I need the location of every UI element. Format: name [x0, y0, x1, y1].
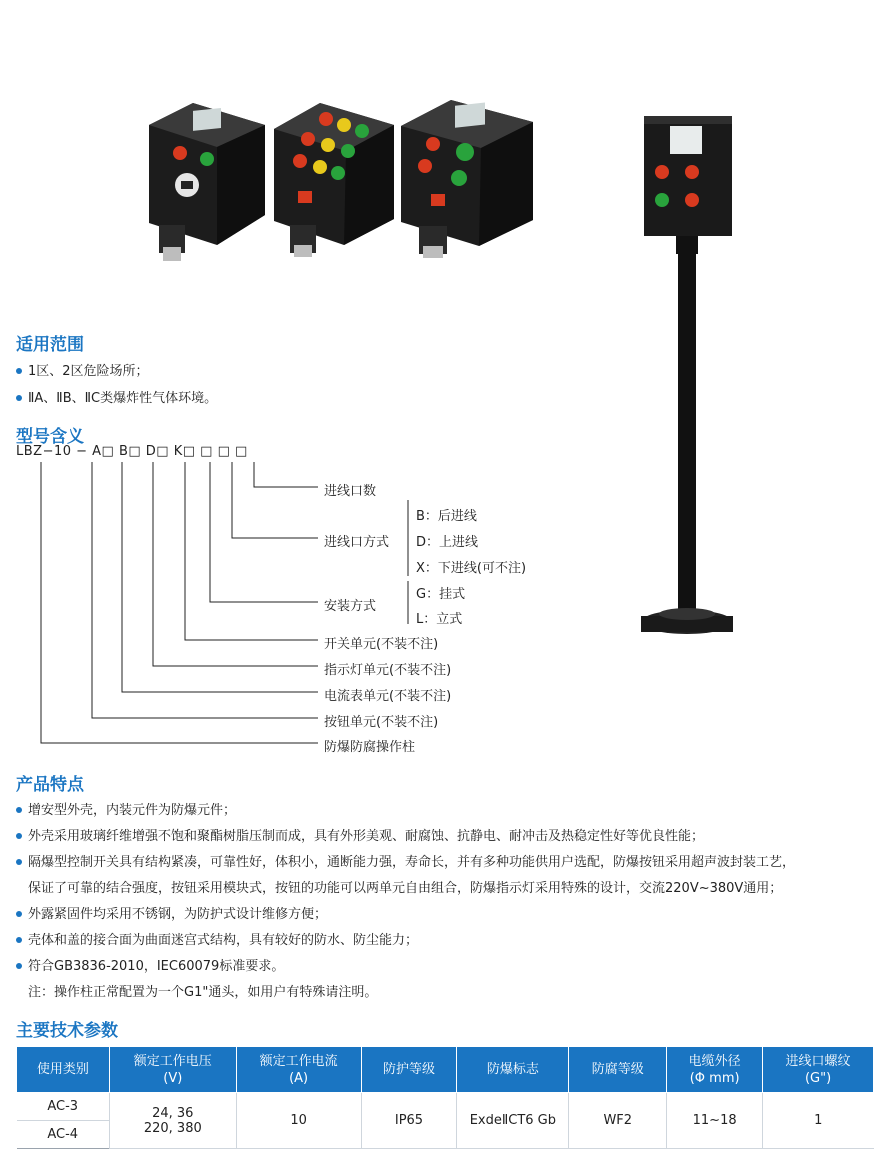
cell-cable: 11~18 [667, 1093, 763, 1149]
cell-current: 10 [236, 1093, 361, 1149]
cell-category: AC-3 [17, 1093, 110, 1121]
feature-item: 符合GB3836-2010，IEC60079标准要求。 [16, 955, 284, 974]
label-inlet-b: B：后进线 [416, 509, 477, 524]
col-header-ex-mark: 防爆标志 [457, 1047, 569, 1093]
scope-item: ⅡA、ⅡB、ⅡC类爆炸性气体环境。 [16, 387, 217, 406]
bullet-icon [16, 963, 22, 969]
table-row [17, 1093, 874, 1121]
label-inlet-mode: 进线口方式 [324, 535, 390, 550]
bullet-icon [16, 859, 22, 865]
model-title: 型号含义 [16, 427, 84, 447]
cell-anticorrosion: WF2 [569, 1093, 667, 1149]
feature-note: 注：操作柱正常配置为一个G1"通头，如用户有特殊请注明。 [28, 985, 378, 1000]
model-code: LBZ−10 − A□ B□ D□ K□ □ □ □ [16, 444, 248, 459]
model-connector-lines [0, 442, 600, 762]
feature-item: 壳体和盖的接合面为曲面迷宫式结构，具有较好的防水、防尘能力； [16, 929, 418, 948]
feature-item: 增安型外壳，内装元件为防爆元件； [16, 799, 236, 818]
bullet-icon [16, 368, 22, 374]
control-box-2-image [268, 95, 408, 265]
operation-column-image [636, 110, 740, 650]
cell-protection: IP65 [361, 1093, 457, 1149]
feature-item: 外露紧固件均采用不锈钢，为防护式设计维修方便； [16, 903, 327, 922]
col-header-current: 额定工作电流 (A) [236, 1047, 361, 1093]
label-inlet-x: X：下进线(可不注) [416, 561, 527, 576]
cell-thread: 1 [763, 1093, 874, 1149]
bullet-icon [16, 937, 22, 943]
label-switch: 开关单元(不装不注) [324, 637, 439, 652]
cell-category: AC-4 [17, 1121, 110, 1149]
bullet-icon [16, 807, 22, 813]
label-install-g: G：挂式 [416, 587, 466, 602]
model-diagram [0, 442, 600, 762]
bullet-icon [16, 911, 22, 917]
label-button: 按钮单元(不装不注) [324, 715, 439, 730]
col-header-category: 使用类别 [17, 1047, 110, 1093]
bullet-icon [16, 833, 22, 839]
col-header-thread: 进线口螺纹 (G") [763, 1047, 874, 1093]
col-header-voltage: 额定工作电压 (V) [109, 1047, 236, 1093]
spec-table [16, 1046, 874, 1149]
label-inlet-count: 进线口数 [324, 484, 377, 499]
col-header-anticorrosion: 防腐等级 [569, 1047, 667, 1093]
cell-ex-mark: ExdeⅡCT6 Gb [457, 1093, 569, 1149]
features-title: 产品特点 [16, 775, 84, 795]
feature-item: 隔爆型控制开关具有结构紧凑，可靠性好，体积小，通断能力强，寿命长，并有多种功能供用户选配，防爆按钮采用超声波封装工艺， [16, 851, 795, 870]
product-images [0, 0, 888, 320]
label-install: 安装方式 [324, 599, 377, 614]
col-header-protection: 防护等级 [361, 1047, 457, 1093]
scope-item: 1区、2区危险场所； [16, 360, 149, 379]
label-ammeter: 电流表单元(不装不注) [324, 689, 452, 704]
label-inlet-d: D：上进线 [416, 535, 479, 550]
label-column: 防爆防腐操作柱 [324, 740, 416, 755]
col-header-cable: 电缆外径 (Φ mm) [667, 1047, 763, 1093]
control-box-1-image [135, 95, 275, 265]
feature-item-continued: 保证了可靠的结合强度，按钮采用模块式，按钮的功能可以两单元自由组合，防爆指示灯采用特殊的设计，交流220V~380V通用； [28, 881, 783, 896]
scope-title: 适用范围 [16, 335, 84, 355]
cell-voltage: 24, 36 220, 380 [109, 1093, 236, 1149]
table-header-row [17, 1047, 874, 1093]
feature-item: 外壳采用玻璃纤维增强不饱和聚酯树脂压制而成，具有外形美观、耐腐蚀、抗静电、耐冲击及热稳定性好等优良性能； [16, 825, 704, 844]
control-box-3-image [395, 92, 545, 267]
params-title: 主要技术参数 [16, 1021, 118, 1041]
label-install-l: L：立式 [416, 612, 463, 627]
label-lamp: 指示灯单元(不装不注) [324, 663, 452, 678]
bullet-icon [16, 395, 22, 401]
